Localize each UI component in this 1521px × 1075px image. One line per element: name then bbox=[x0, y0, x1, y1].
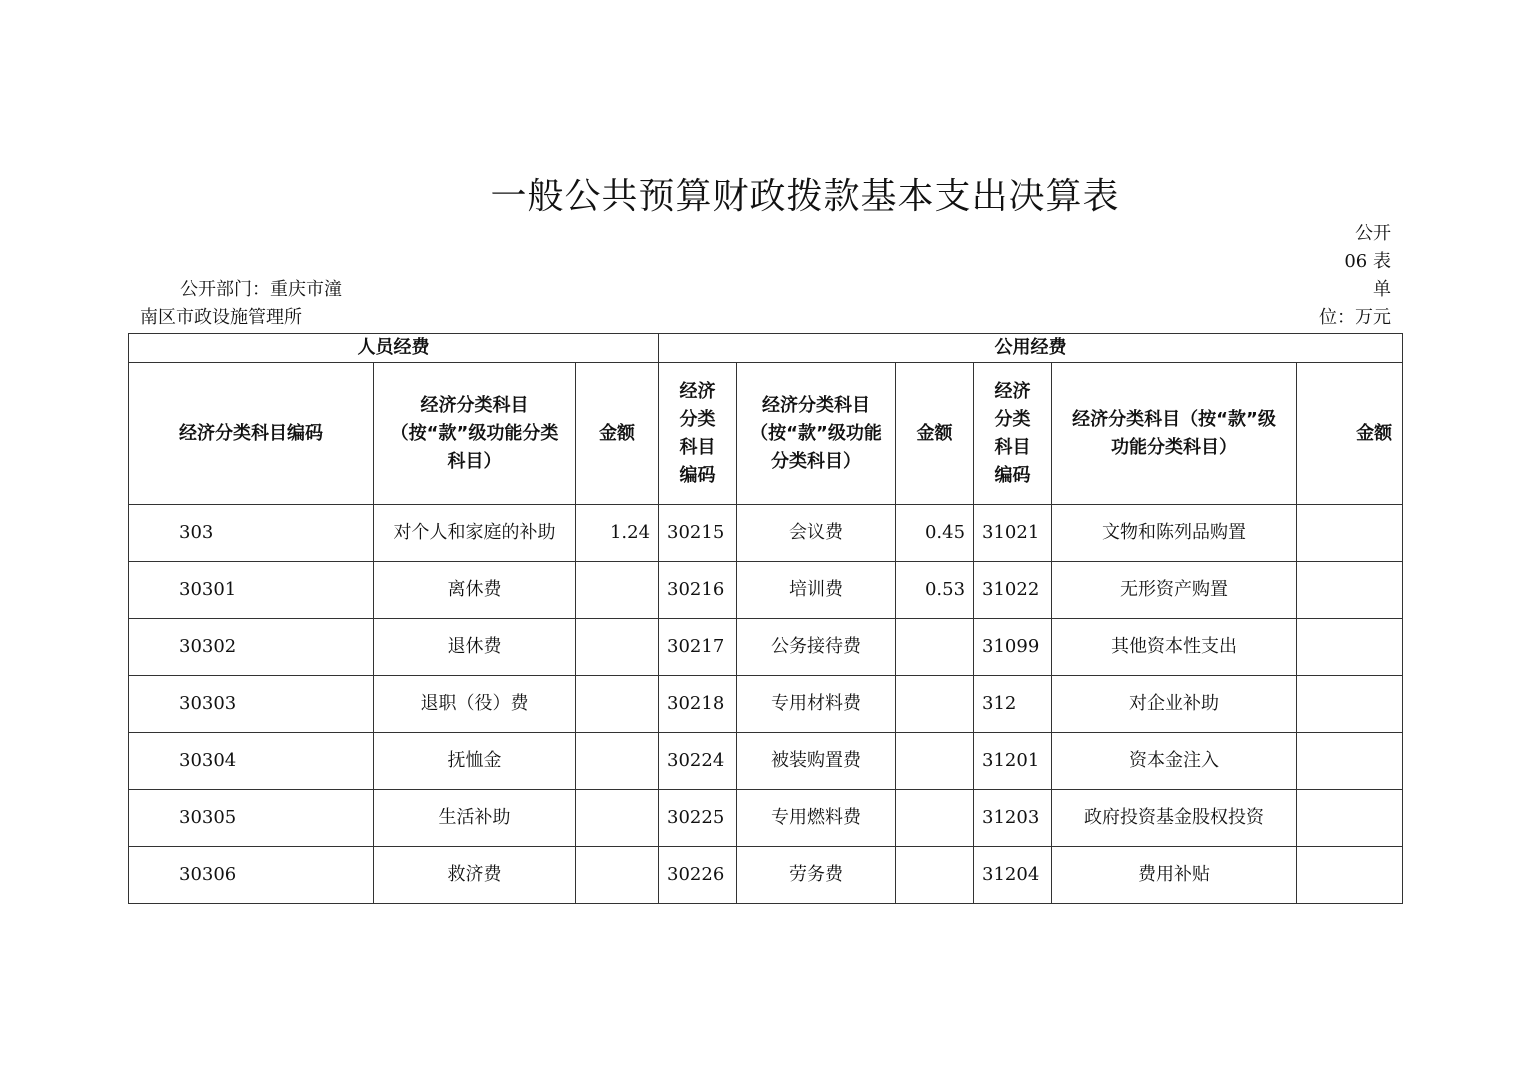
cell-code-2: 30216 bbox=[659, 562, 737, 619]
cell-item-2: 劳务费 bbox=[737, 847, 896, 904]
cell-item-2: 公务接待费 bbox=[737, 619, 896, 676]
table-meta bbox=[1311, 220, 1391, 332]
cell-amount-2 bbox=[896, 619, 974, 676]
cell-amount-3 bbox=[1297, 847, 1403, 904]
cell-code-3: 31201 bbox=[974, 733, 1052, 790]
cell-amount-2: 0.53 bbox=[896, 562, 974, 619]
cell-code-2: 30224 bbox=[659, 733, 737, 790]
cell-amount bbox=[576, 733, 659, 790]
cell-code-3: 31203 bbox=[974, 790, 1052, 847]
cell-code-3: 312 bbox=[974, 676, 1052, 733]
cell-item-3: 文物和陈列品购置 bbox=[1052, 505, 1297, 562]
cell-item: 退职（役）费 bbox=[374, 676, 576, 733]
group-personnel: 人员经费 bbox=[129, 334, 659, 363]
department-line1: 公开部门：重庆市潼 bbox=[180, 279, 342, 300]
table-number-line1: 公开 bbox=[1355, 223, 1391, 244]
table-row bbox=[129, 733, 1403, 790]
cell-amount-3 bbox=[1297, 676, 1403, 733]
table-number-line2: 06 表 bbox=[1344, 251, 1391, 272]
cell-item-2: 专用燃料费 bbox=[737, 790, 896, 847]
cell-amount-3 bbox=[1297, 562, 1403, 619]
page-title: 一般公共预算财政拨款基本支出决算表 bbox=[490, 176, 1120, 217]
unit-line1: 单 bbox=[1373, 279, 1391, 300]
cell-amount bbox=[576, 619, 659, 676]
cell-code: 30303 bbox=[129, 676, 374, 733]
cell-item-3: 无形资产购置 bbox=[1052, 562, 1297, 619]
cell-code: 30306 bbox=[129, 847, 374, 904]
cell-code: 30304 bbox=[129, 733, 374, 790]
header-amount: 金额 bbox=[576, 363, 659, 505]
cell-item: 抚恤金 bbox=[374, 733, 576, 790]
cell-amount bbox=[576, 790, 659, 847]
cell-amount-3 bbox=[1297, 790, 1403, 847]
cell-amount-3 bbox=[1297, 619, 1403, 676]
header-item-3: 经济分类科目（按“款”级功能分类科目） bbox=[1052, 363, 1297, 505]
cell-item: 离休费 bbox=[374, 562, 576, 619]
table-row bbox=[129, 676, 1403, 733]
cell-item-3: 其他资本性支出 bbox=[1052, 619, 1297, 676]
cell-amount bbox=[576, 847, 659, 904]
cell-code-2: 30218 bbox=[659, 676, 737, 733]
cell-amount-3 bbox=[1297, 505, 1403, 562]
cell-amount bbox=[576, 562, 659, 619]
department-line2: 南区市政设施管理所 bbox=[140, 307, 302, 328]
budget-table bbox=[128, 333, 1403, 904]
table-row bbox=[129, 619, 1403, 676]
cell-code: 30301 bbox=[129, 562, 374, 619]
table-row bbox=[129, 562, 1403, 619]
cell-item-2: 专用材料费 bbox=[737, 676, 896, 733]
cell-amount-2 bbox=[896, 676, 974, 733]
cell-item-2: 会议费 bbox=[737, 505, 896, 562]
cell-code-2: 30217 bbox=[659, 619, 737, 676]
cell-code-2: 30215 bbox=[659, 505, 737, 562]
cell-item: 救济费 bbox=[374, 847, 576, 904]
cell-amount-3 bbox=[1297, 733, 1403, 790]
group-public: 公用经费 bbox=[659, 334, 1403, 363]
cell-amount: 1.24 bbox=[576, 505, 659, 562]
cell-item-3: 资本金注入 bbox=[1052, 733, 1297, 790]
cell-code: 30302 bbox=[129, 619, 374, 676]
header-item-2: 经济分类科目（按“款”级功能分类科目） bbox=[737, 363, 896, 505]
header-amount-3: 金额 bbox=[1297, 363, 1403, 505]
cell-amount-2 bbox=[896, 733, 974, 790]
header-amount-2: 金额 bbox=[896, 363, 974, 505]
cell-code: 303 bbox=[129, 505, 374, 562]
unit-line2: 位：万元 bbox=[1319, 307, 1391, 328]
header-code-2: 经济分类科目编码 bbox=[659, 363, 737, 505]
cell-code: 30305 bbox=[129, 790, 374, 847]
cell-item-3: 政府投资基金股权投资 bbox=[1052, 790, 1297, 847]
cell-code-2: 30226 bbox=[659, 847, 737, 904]
cell-amount-2: 0.45 bbox=[896, 505, 974, 562]
cell-code-3: 31099 bbox=[974, 619, 1052, 676]
cell-item: 对个人和家庭的补助 bbox=[374, 505, 576, 562]
cell-amount bbox=[576, 676, 659, 733]
cell-item: 退休费 bbox=[374, 619, 576, 676]
cell-amount-2 bbox=[896, 847, 974, 904]
cell-code-3: 31022 bbox=[974, 562, 1052, 619]
cell-item-2: 被装购置费 bbox=[737, 733, 896, 790]
table-row bbox=[129, 505, 1403, 562]
cell-item-3: 对企业补助 bbox=[1052, 676, 1297, 733]
cell-item-2: 培训费 bbox=[737, 562, 896, 619]
cell-item: 生活补助 bbox=[374, 790, 576, 847]
header-item: 经济分类科目（按“款”级功能分类科目） bbox=[374, 363, 576, 505]
table-row bbox=[129, 790, 1403, 847]
cell-item-3: 费用补贴 bbox=[1052, 847, 1297, 904]
cell-code-3: 31021 bbox=[974, 505, 1052, 562]
cell-amount-2 bbox=[896, 790, 974, 847]
cell-code-3: 31204 bbox=[974, 847, 1052, 904]
header-code: 经济分类科目编码 bbox=[129, 363, 374, 505]
cell-code-2: 30225 bbox=[659, 790, 737, 847]
table-row bbox=[129, 847, 1403, 904]
header-code-3: 经济分类科目编码 bbox=[974, 363, 1052, 505]
